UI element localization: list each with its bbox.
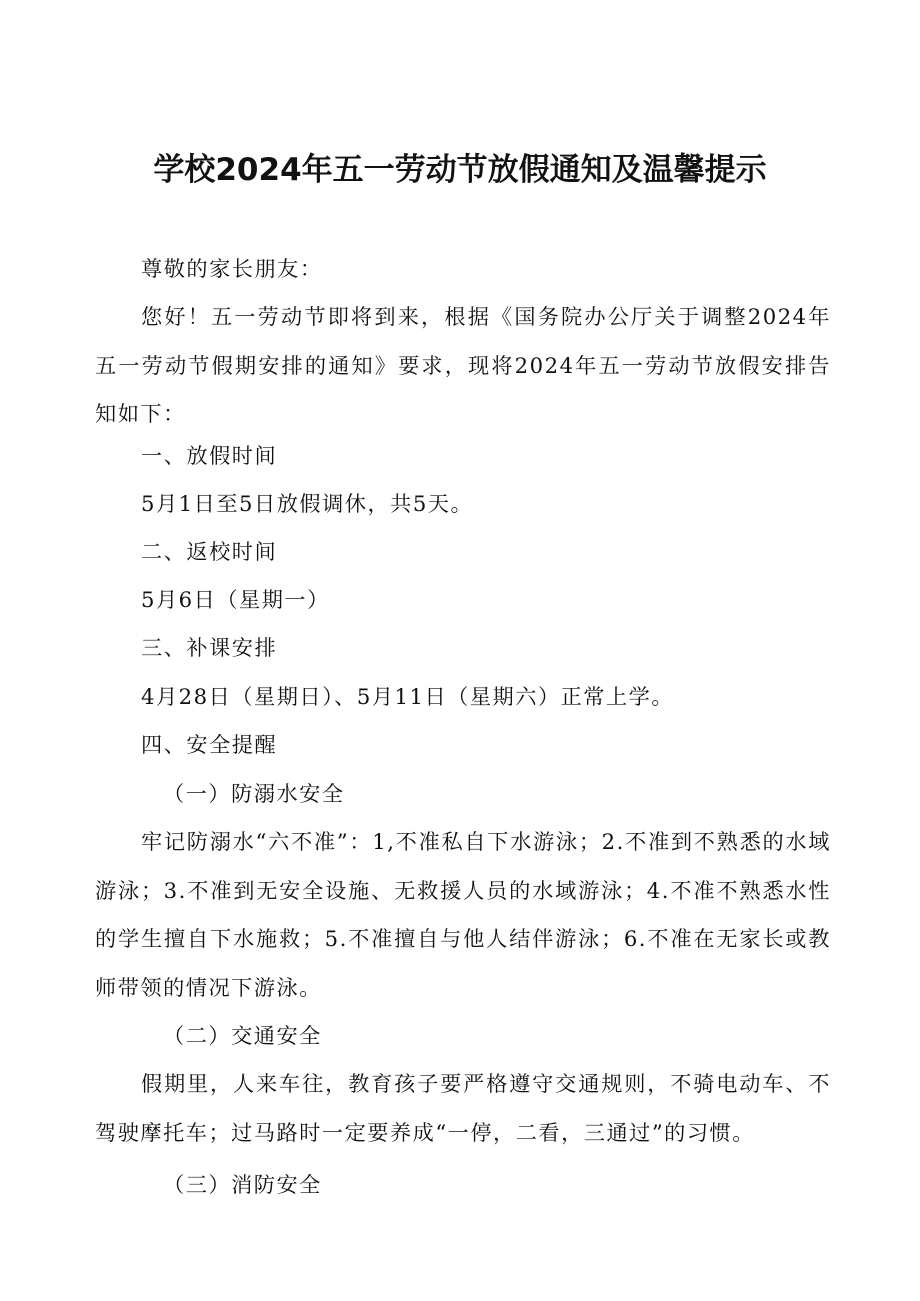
section-heading-holiday-time: 一、放假时间 xyxy=(141,443,278,468)
subsection-heading-drowning: （一）防溺水安全 xyxy=(163,781,345,806)
section-body-return-time: 5月6日（星期一） xyxy=(141,587,330,612)
section-heading-safety: 四、安全提醒 xyxy=(141,732,278,757)
section-heading-makeup-classes: 三、补课安排 xyxy=(141,635,278,660)
salutation: 尊敬的家长朋友： xyxy=(141,256,323,281)
section-body-holiday-time: 5月1日至5日放假调休，共5天。 xyxy=(141,491,474,516)
subsection-body-drowning: 牢记防溺水“六不准”：1,不准私自下水游泳；2.不准到不熟悉的水域游泳；3.不准到无安全设施、无救援人员的水域游泳；4.不准不熟悉水性的学生擅自下水施救；5.不准擅自与他人结伴游泳；6.不准在无家长或教师带领的情况下游泳。 xyxy=(95,829,831,1000)
intro-paragraph: 您好！五一劳动节即将到来，根据《国务院办公厅关于调整2024年五一劳动节假期安排的通知》要求，现将2024年五一劳动节放假安排告知如下： xyxy=(95,304,831,426)
subsection-heading-fire: （三）消防安全 xyxy=(163,1172,322,1197)
section-body-makeup-classes: 4月28日（星期日）、5月11日（星期六）正常上学。 xyxy=(141,684,675,709)
subsection-heading-traffic: （二）交通安全 xyxy=(163,1023,322,1048)
document-title: 学校2024年五一劳动节放假通知及温馨提示 xyxy=(153,152,767,188)
section-heading-return-time: 二、返校时间 xyxy=(141,539,278,564)
subsection-body-traffic: 假期里，人来车往，教育孩子要严格遵守交通规则，不骑电动车、不驾驶摩托车；过马路时一定要养成“一停，二看，三通过”的习惯。 xyxy=(95,1071,831,1145)
